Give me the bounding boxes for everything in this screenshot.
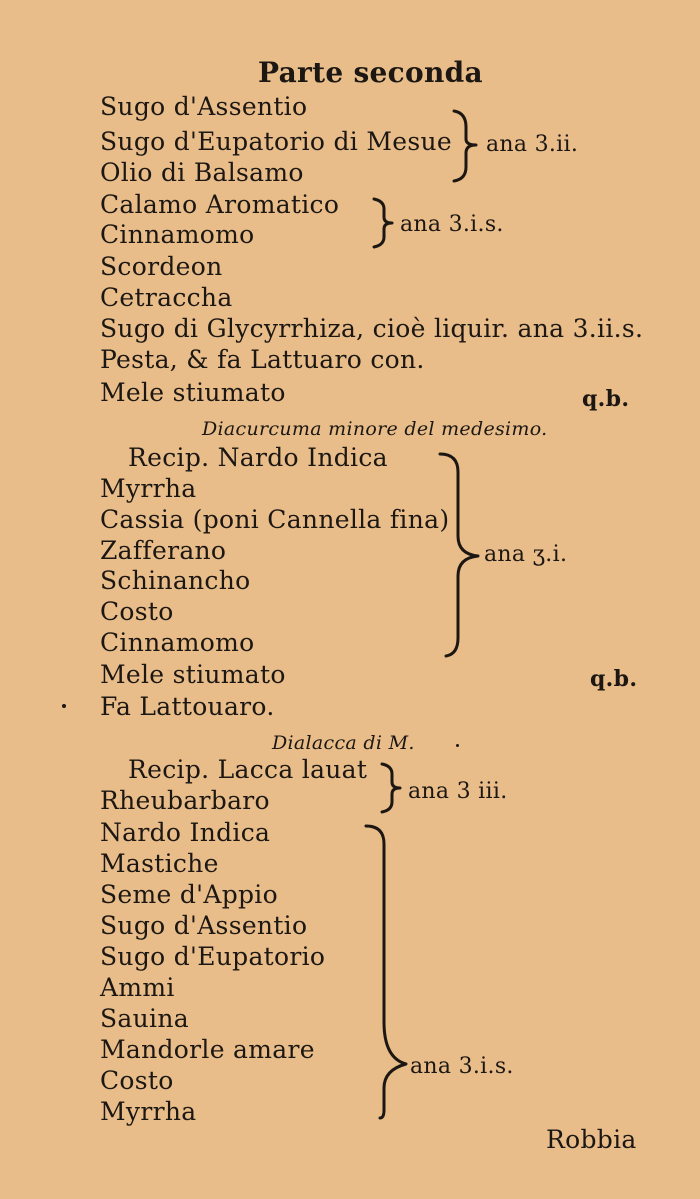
recipe-line: Calamo Aromatico: [100, 190, 340, 219]
recipe-line: Sugo d'Assentio: [100, 911, 308, 940]
ink-dot: [456, 744, 459, 747]
recipe-line: Sugo d'Eupatorio di Mesue: [100, 127, 452, 156]
brace-icon: [436, 448, 486, 662]
recipe-line: Nardo Indica: [100, 818, 271, 847]
ana-dosage: ana 3 iii.: [408, 779, 508, 804]
recipe-subtitle: Dialacca di M.: [272, 732, 415, 754]
ink-dot: [62, 704, 66, 708]
recipe-line: Mele stiumato: [100, 660, 286, 689]
ana-dosage: ana 3.i.s.: [410, 1054, 514, 1079]
recipe-line: Costo: [100, 597, 174, 626]
recipe-line: Schinancho: [100, 566, 251, 595]
recipe-line: Cinnamomo: [100, 220, 255, 249]
recipe-line: Sugo d'Assentio: [100, 92, 308, 121]
catchword: Robbia: [546, 1125, 637, 1154]
recipe-line: Recip. Lacca lauat: [128, 755, 368, 784]
recipe-line: Pesta, & fa Lattuaro con.: [100, 345, 425, 374]
recipe-line: Myrrha: [100, 1097, 197, 1126]
recipe-line: Mastiche: [100, 849, 219, 878]
brace-icon: [450, 105, 480, 185]
recipe-line: Scordeon: [100, 252, 223, 281]
recipe-line: Seme d'Appio: [100, 880, 278, 909]
recipe-line: Ammi: [100, 973, 175, 1002]
recipe-line: Rheubarbaro: [100, 786, 270, 815]
recipe-line: Mandorle amare: [100, 1035, 315, 1064]
page-heading: Parte seconda: [258, 56, 483, 89]
ana-dosage: ana ʒ.i.: [484, 542, 568, 567]
recipe-line: Fa Lattouaro.: [100, 692, 275, 721]
brace-icon: [368, 195, 398, 251]
recipe-line: Cassia (poni Cannella fina): [100, 505, 450, 534]
recipe-line: Zafferano: [100, 536, 227, 565]
recipe-line: Myrrha: [100, 474, 197, 503]
recipe-line: Cetracchа: [100, 283, 233, 312]
recipe-line: Sugo d'Eupatorio: [100, 942, 326, 971]
qb-quantity: q.b.: [582, 386, 630, 412]
ana-dosage: ana 3.ii.: [486, 132, 579, 157]
recipe-line: Sugo di Glycyrrhiza, cioè liquir. ana 3.ii.s.: [100, 314, 644, 343]
recipe-line: Olio di Balsamo: [100, 158, 304, 187]
recipe-line: Sauina: [100, 1004, 189, 1033]
brace-icon: [376, 760, 406, 816]
brace-icon: [362, 822, 414, 1122]
recipe-line: Costo: [100, 1066, 174, 1095]
ana-dosage: ana 3.i.s.: [400, 212, 504, 237]
qb-quantity: q.b.: [590, 666, 638, 692]
recipe-line: Recip. Nardo Indica: [128, 443, 388, 472]
recipe-line: Mele stiumato: [100, 378, 286, 407]
recipe-line: Cinnamomo: [100, 628, 255, 657]
recipe-subtitle: Diacurcuma minore del medesimo.: [202, 418, 548, 440]
